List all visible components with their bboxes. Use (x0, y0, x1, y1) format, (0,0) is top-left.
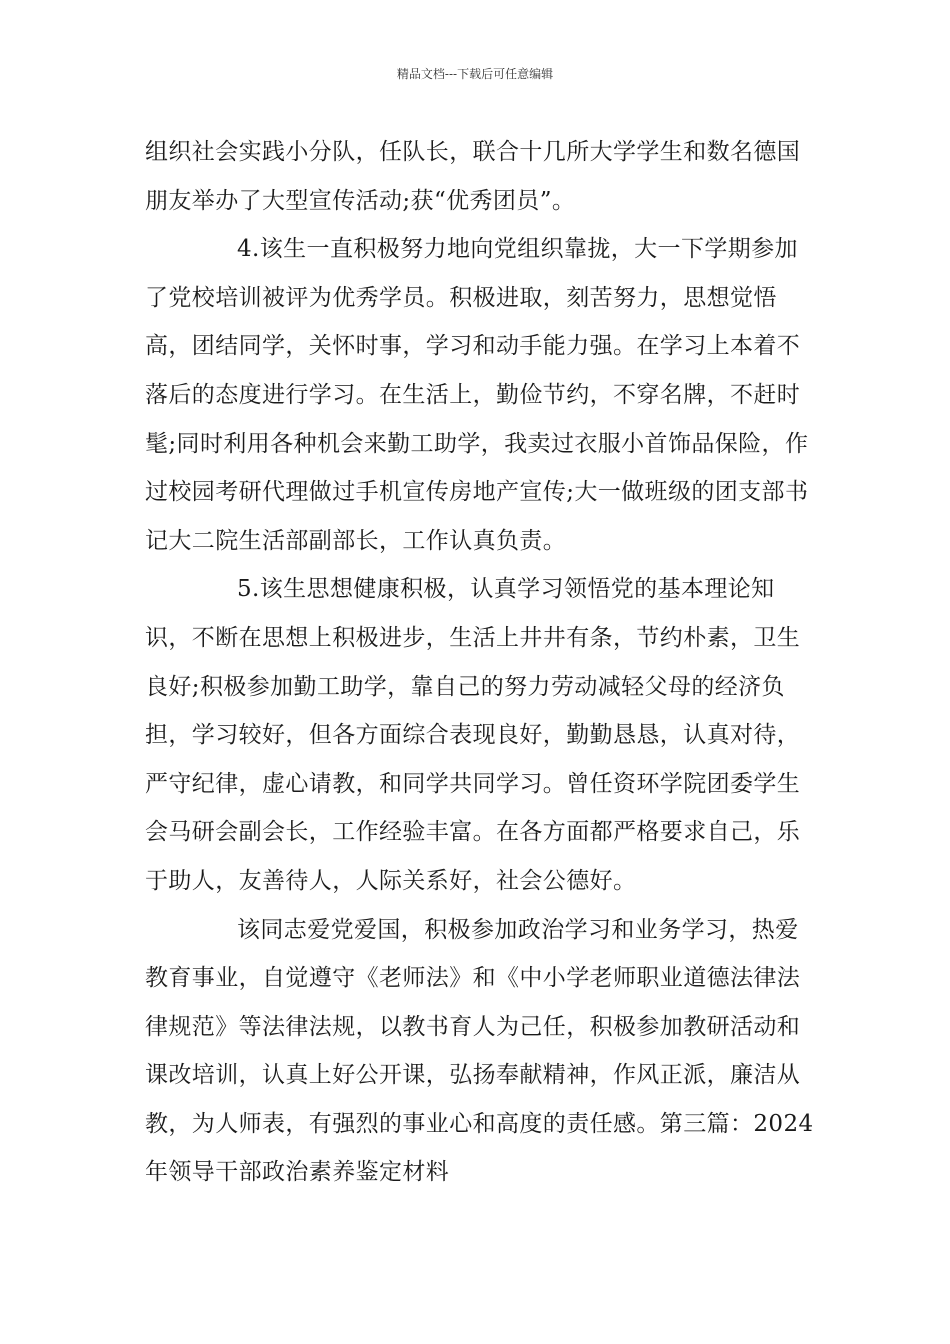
paragraph-4: 该同志爱党爱国，积极参加政治学习和业务学习，热爱教育事业，自觉遵守《老师法》和《中小学老师职业道德法律法律规范》等法律法规，以教书育人为己任，积极参加教研活动和课改培训，认真上好公开课，弘扬奉献精神，作风正派，廉洁从教，为人师表，有强烈的事业心和高度的责任感。第三篇：2024年领导干部政治素养鉴定材料 (145, 916, 814, 1186)
page-header: 精品文档---下载后可任意编辑 (396, 67, 554, 81)
paragraph-3: 5.该生思想健康积极，认真学习领悟党的基本理论知识，不断在思想上积极进步，生活上井井有条，节约朴素，卫生良好;积极参加勤工助学，靠自己的努力劳动减轻父母的经济负担，学习较好，但各方面综合表现良好，勤勤恳恳，认真对待，严守纪律，虚心请教，和同学共同学习。曾任资环学院团委学生会马研会副会长，工作经验丰富。在各方面都严格要求自己，乐于助人，友善待人，人际关系好，社会公德好。 (145, 576, 801, 894)
paragraph-2: 4.该生一直积极努力地向党组织靠拢，大一下学期参加了党校培训被评为优秀学员。积极进取，刻苦努力，思想觉悟高，团结同学，关怀时事，学习和动手能力强。在学习上本着不落后的态度进行学习。在生活上，勤俭节约，不穿名牌，不赶时髦;同时利用各种机会来勤工助学，我卖过衣服小首饰品保险，作过校园考研代理做过手机宣传房地产宣传;大一做班级的团支部书记大二院生活部副部长，工作认真负责。 (145, 236, 809, 554)
document-body (145, 128, 817, 1197)
paragraph-1: 组织社会实践小分队，任队长，联合十几所大学学生和数名德国朋友举办了大型宣传活动;获“优秀团员”。 (145, 139, 801, 214)
